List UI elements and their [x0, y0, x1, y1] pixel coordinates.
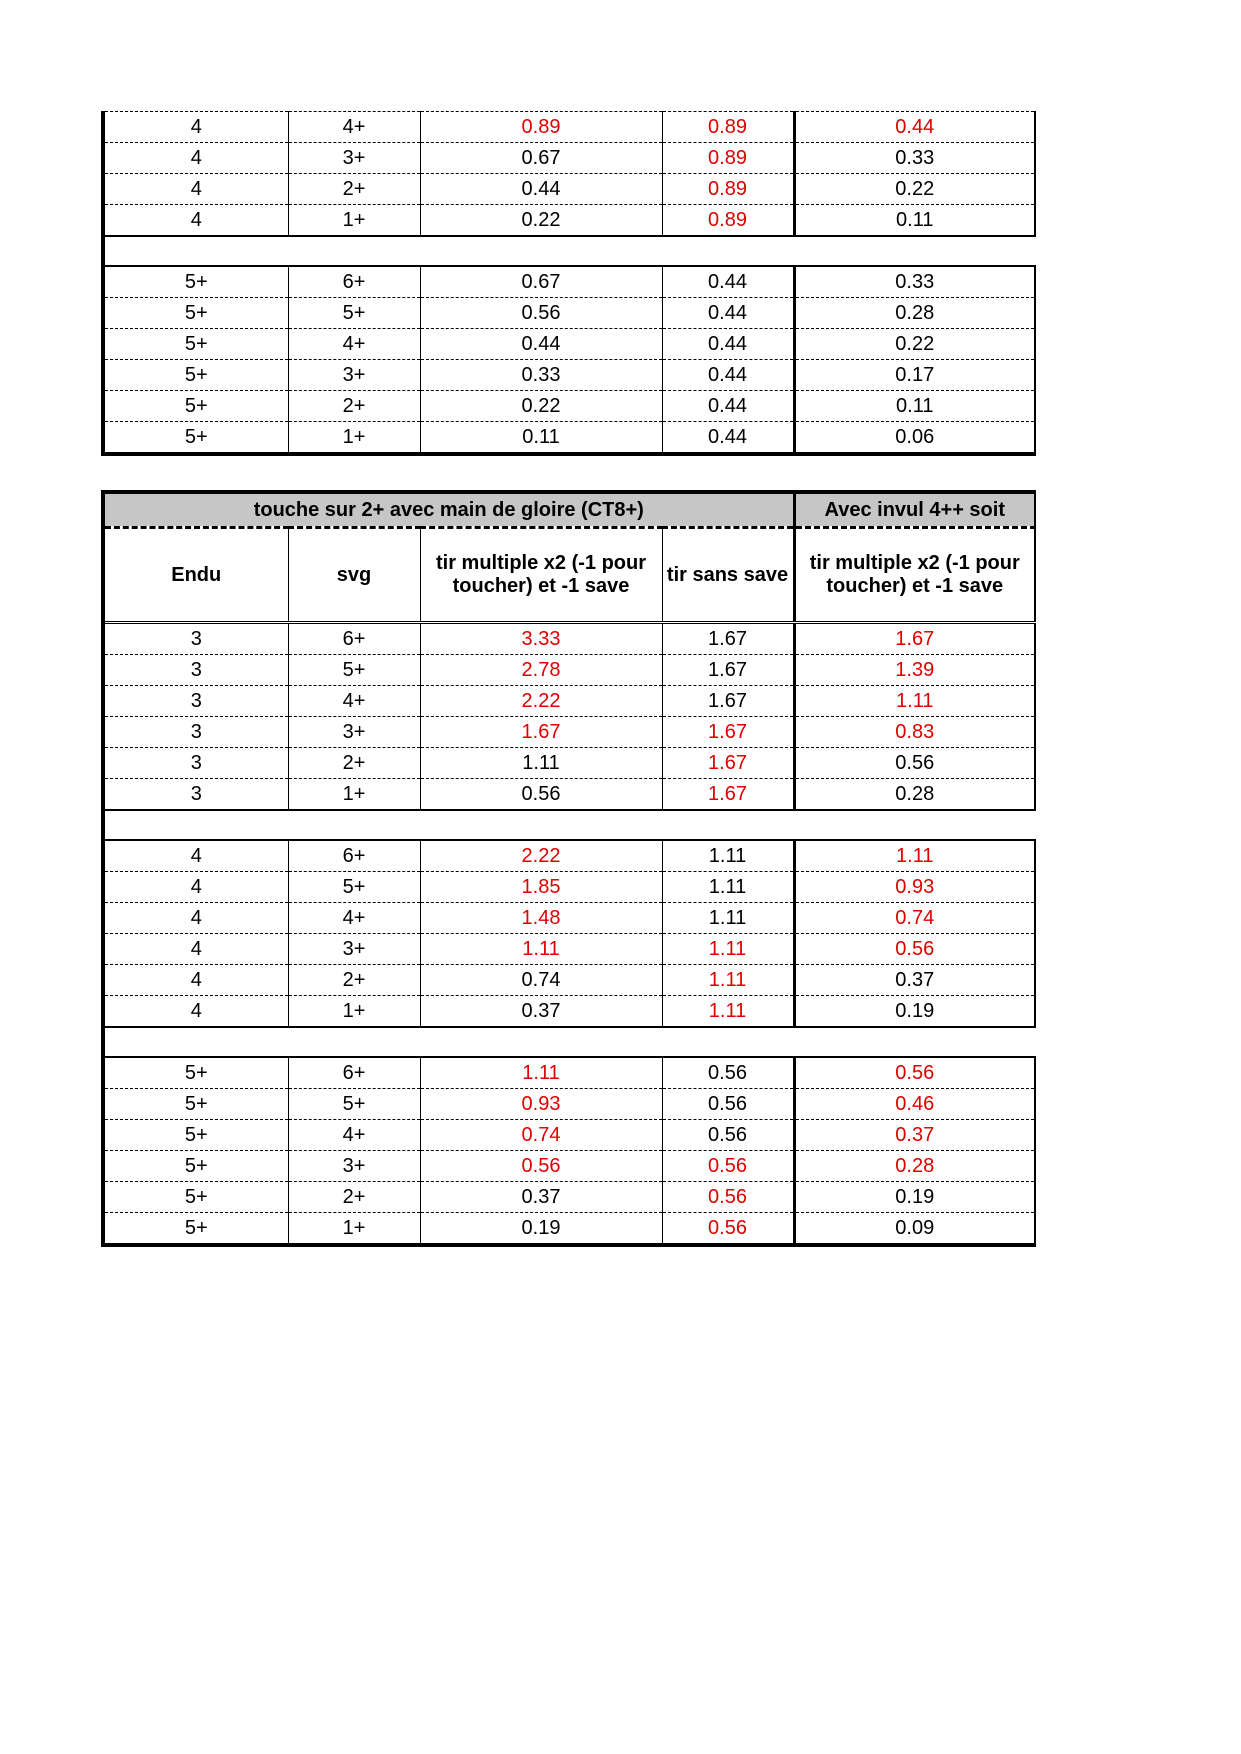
cell-tir-multiple: 0.67 — [420, 143, 662, 174]
table-row — [103, 329, 1035, 360]
cell-endu: 4 — [103, 872, 288, 903]
cell-invul: 0.19 — [794, 1182, 1035, 1213]
cell-tir-multiple: 2.22 — [420, 686, 662, 717]
cell-tir-sans-save: 0.89 — [662, 143, 794, 174]
cell-tir-sans-save: 1.67 — [662, 748, 794, 779]
group-spacer — [103, 1027, 1035, 1057]
cell-tir-multiple: 1.67 — [420, 717, 662, 748]
cell-invul: 0.22 — [794, 174, 1035, 205]
cell-tir-sans-save: 0.56 — [662, 1089, 794, 1120]
cell-svg: 5+ — [288, 655, 420, 686]
cell-tir-sans-save: 0.56 — [662, 1151, 794, 1182]
cell-tir-multiple: 0.74 — [420, 1120, 662, 1151]
cell-tir-sans-save: 1.67 — [662, 717, 794, 748]
cell-tir-multiple: 0.37 — [420, 1182, 662, 1213]
table-title-row — [103, 492, 1035, 528]
cell-endu: 4 — [103, 205, 288, 237]
cell-tir-multiple: 0.33 — [420, 360, 662, 391]
cell-endu: 5+ — [103, 1120, 288, 1151]
cell-invul: 0.56 — [794, 934, 1035, 965]
table-row — [103, 686, 1035, 717]
table-row — [103, 112, 1035, 143]
cell-tir-sans-save: 1.11 — [662, 934, 794, 965]
cell-svg: 6+ — [288, 266, 420, 298]
table-row — [103, 174, 1035, 205]
group-spacer-row — [103, 236, 1035, 266]
cell-endu: 5+ — [103, 1057, 288, 1089]
cell-tir-sans-save: 0.44 — [662, 329, 794, 360]
cell-svg: 4+ — [288, 329, 420, 360]
cell-endu: 5+ — [103, 329, 288, 360]
cell-tir-multiple: 0.56 — [420, 779, 662, 811]
cell-svg: 5+ — [288, 872, 420, 903]
cell-tir-sans-save: 0.44 — [662, 298, 794, 329]
cell-tir-multiple: 0.44 — [420, 174, 662, 205]
cell-tir-multiple: 2.22 — [420, 840, 662, 872]
cell-endu: 3 — [103, 623, 288, 655]
cell-invul: 0.17 — [794, 360, 1035, 391]
cell-svg: 3+ — [288, 934, 420, 965]
cell-invul: 0.46 — [794, 1089, 1035, 1120]
cell-endu: 4 — [103, 143, 288, 174]
table-row — [103, 391, 1035, 422]
table-2-body — [103, 623, 1035, 1246]
cell-tir-multiple: 0.44 — [420, 329, 662, 360]
cell-invul: 1.11 — [794, 840, 1035, 872]
cell-svg: 4+ — [288, 1120, 420, 1151]
cell-svg: 4+ — [288, 112, 420, 143]
table-row — [103, 840, 1035, 872]
group-spacer — [103, 236, 1035, 266]
group-spacer-row — [103, 810, 1035, 840]
cell-invul: 0.19 — [794, 996, 1035, 1028]
cell-endu: 4 — [103, 996, 288, 1028]
cell-tir-multiple: 1.11 — [420, 934, 662, 965]
cell-svg: 2+ — [288, 965, 420, 996]
cell-tir-multiple: 0.67 — [420, 266, 662, 298]
cell-invul: 0.56 — [794, 748, 1035, 779]
table-row — [103, 717, 1035, 748]
cell-invul: 1.11 — [794, 686, 1035, 717]
table-row — [103, 655, 1035, 686]
cell-tir-sans-save: 0.89 — [662, 174, 794, 205]
cell-endu: 5+ — [103, 1151, 288, 1182]
cell-tir-sans-save: 1.67 — [662, 686, 794, 717]
cell-svg: 3+ — [288, 143, 420, 174]
cell-tir-sans-save: 0.44 — [662, 422, 794, 455]
cell-invul: 0.11 — [794, 391, 1035, 422]
cell-tir-multiple: 0.56 — [420, 298, 662, 329]
cell-tir-multiple: 0.11 — [420, 422, 662, 455]
cell-invul: 0.11 — [794, 205, 1035, 237]
cell-tir-sans-save: 0.44 — [662, 391, 794, 422]
cell-tir-multiple: 2.78 — [420, 655, 662, 686]
cell-endu: 4 — [103, 934, 288, 965]
cell-svg: 5+ — [288, 1089, 420, 1120]
cell-invul: 0.37 — [794, 965, 1035, 996]
cell-endu: 5+ — [103, 360, 288, 391]
damage-table-main-de-gloire — [101, 490, 1033, 1247]
cell-svg: 6+ — [288, 623, 420, 655]
cell-invul: 0.09 — [794, 1213, 1035, 1246]
cell-tir-sans-save: 0.44 — [662, 266, 794, 298]
cell-invul: 0.33 — [794, 266, 1035, 298]
table-row — [103, 1182, 1035, 1213]
cell-invul: 0.28 — [794, 298, 1035, 329]
cell-invul: 0.56 — [794, 1057, 1035, 1089]
cell-tir-sans-save: 0.89 — [662, 112, 794, 143]
cell-endu: 3 — [103, 779, 288, 811]
cell-tir-multiple: 1.11 — [420, 1057, 662, 1089]
damage-table-continued — [101, 111, 1033, 456]
group-spacer — [103, 810, 1035, 840]
cell-tir-sans-save: 1.11 — [662, 903, 794, 934]
cell-tir-multiple: 1.11 — [420, 748, 662, 779]
table-row — [103, 996, 1035, 1028]
table-row — [103, 1120, 1035, 1151]
cell-tir-multiple: 0.22 — [420, 391, 662, 422]
cell-svg: 1+ — [288, 996, 420, 1028]
cell-endu: 5+ — [103, 298, 288, 329]
cell-invul: 0.83 — [794, 717, 1035, 748]
table-row — [103, 1151, 1035, 1182]
cell-invul: 0.28 — [794, 1151, 1035, 1182]
cell-svg: 4+ — [288, 686, 420, 717]
cell-tir-multiple: 0.22 — [420, 205, 662, 237]
cell-invul: 0.74 — [794, 903, 1035, 934]
cell-invul: 0.37 — [794, 1120, 1035, 1151]
header-invul-tir-multiple: tir multiple x2 (-1 pour toucher) et -1 save — [794, 528, 1035, 623]
cell-tir-sans-save: 0.56 — [662, 1120, 794, 1151]
cell-svg: 2+ — [288, 1182, 420, 1213]
cell-endu: 5+ — [103, 1182, 288, 1213]
cell-tir-multiple: 0.19 — [420, 1213, 662, 1246]
cell-svg: 2+ — [288, 748, 420, 779]
cell-svg: 3+ — [288, 360, 420, 391]
cell-tir-multiple: 3.33 — [420, 623, 662, 655]
cell-tir-sans-save: 0.56 — [662, 1213, 794, 1246]
cell-endu: 5+ — [103, 1089, 288, 1120]
cell-tir-sans-save: 0.89 — [662, 205, 794, 237]
cell-svg: 3+ — [288, 1151, 420, 1182]
cell-svg: 5+ — [288, 298, 420, 329]
table-row — [103, 903, 1035, 934]
cell-svg: 1+ — [288, 1213, 420, 1246]
table-row — [103, 965, 1035, 996]
cell-endu: 4 — [103, 840, 288, 872]
cell-svg: 2+ — [288, 174, 420, 205]
cell-svg: 3+ — [288, 717, 420, 748]
table-row — [103, 1213, 1035, 1246]
cell-tir-multiple: 1.48 — [420, 903, 662, 934]
table-row — [103, 779, 1035, 811]
cell-tir-sans-save: 1.67 — [662, 779, 794, 811]
cell-tir-multiple: 0.56 — [420, 1151, 662, 1182]
table-row — [103, 143, 1035, 174]
cell-invul: 0.44 — [794, 112, 1035, 143]
cell-invul: 0.28 — [794, 779, 1035, 811]
table-2 — [101, 490, 1036, 1247]
cell-svg: 1+ — [288, 422, 420, 455]
table-row — [103, 1089, 1035, 1120]
cell-tir-sans-save: 1.11 — [662, 965, 794, 996]
cell-endu: 5+ — [103, 1213, 288, 1246]
table-row — [103, 205, 1035, 237]
cell-endu: 4 — [103, 174, 288, 205]
cell-endu: 5+ — [103, 391, 288, 422]
table-row — [103, 934, 1035, 965]
cell-tir-sans-save: 1.11 — [662, 840, 794, 872]
cell-tir-multiple: 0.89 — [420, 112, 662, 143]
cell-svg: 2+ — [288, 391, 420, 422]
table-row — [103, 623, 1035, 655]
cell-endu: 3 — [103, 686, 288, 717]
table-row — [103, 422, 1035, 455]
cell-endu: 4 — [103, 965, 288, 996]
cell-tir-sans-save: 1.67 — [662, 655, 794, 686]
header-tir-multiple: tir multiple x2 (-1 pour toucher) et -1 save — [420, 528, 662, 623]
column-header-row — [103, 528, 1035, 623]
cell-tir-sans-save: 1.11 — [662, 996, 794, 1028]
cell-tir-multiple: 0.93 — [420, 1089, 662, 1120]
table-1-body — [103, 112, 1035, 455]
cell-svg: 4+ — [288, 903, 420, 934]
cell-tir-sans-save: 0.56 — [662, 1182, 794, 1213]
cell-invul: 1.67 — [794, 623, 1035, 655]
cell-endu: 4 — [103, 112, 288, 143]
cell-svg: 6+ — [288, 1057, 420, 1089]
cell-svg: 1+ — [288, 205, 420, 237]
cell-endu: 3 — [103, 717, 288, 748]
table-row — [103, 298, 1035, 329]
cell-tir-multiple: 1.85 — [420, 872, 662, 903]
cell-tir-sans-save: 0.44 — [662, 360, 794, 391]
cell-invul: 0.33 — [794, 143, 1035, 174]
cell-endu: 5+ — [103, 266, 288, 298]
group-spacer-row — [103, 1027, 1035, 1057]
header-tir-sans-save: tir sans save — [662, 528, 794, 623]
table-title-right: Avec invul 4++ soit — [794, 492, 1035, 528]
cell-tir-sans-save: 0.56 — [662, 1057, 794, 1089]
cell-tir-multiple: 0.37 — [420, 996, 662, 1028]
cell-tir-sans-save: 1.67 — [662, 623, 794, 655]
cell-invul: 0.93 — [794, 872, 1035, 903]
cell-tir-sans-save: 1.11 — [662, 872, 794, 903]
table-row — [103, 266, 1035, 298]
table-row — [103, 360, 1035, 391]
table-title-left: touche sur 2+ avec main de gloire (CT8+) — [103, 492, 794, 528]
header-svg: svg — [288, 528, 420, 623]
cell-svg: 1+ — [288, 779, 420, 811]
cell-svg: 6+ — [288, 840, 420, 872]
table-row — [103, 872, 1035, 903]
table-row — [103, 1057, 1035, 1089]
cell-invul: 0.06 — [794, 422, 1035, 455]
cell-endu: 3 — [103, 748, 288, 779]
header-endu: Endu — [103, 528, 288, 623]
cell-invul: 1.39 — [794, 655, 1035, 686]
cell-tir-multiple: 0.74 — [420, 965, 662, 996]
table-1 — [101, 111, 1036, 456]
cell-invul: 0.22 — [794, 329, 1035, 360]
cell-endu: 4 — [103, 903, 288, 934]
cell-endu: 5+ — [103, 422, 288, 455]
table-row — [103, 748, 1035, 779]
cell-endu: 3 — [103, 655, 288, 686]
